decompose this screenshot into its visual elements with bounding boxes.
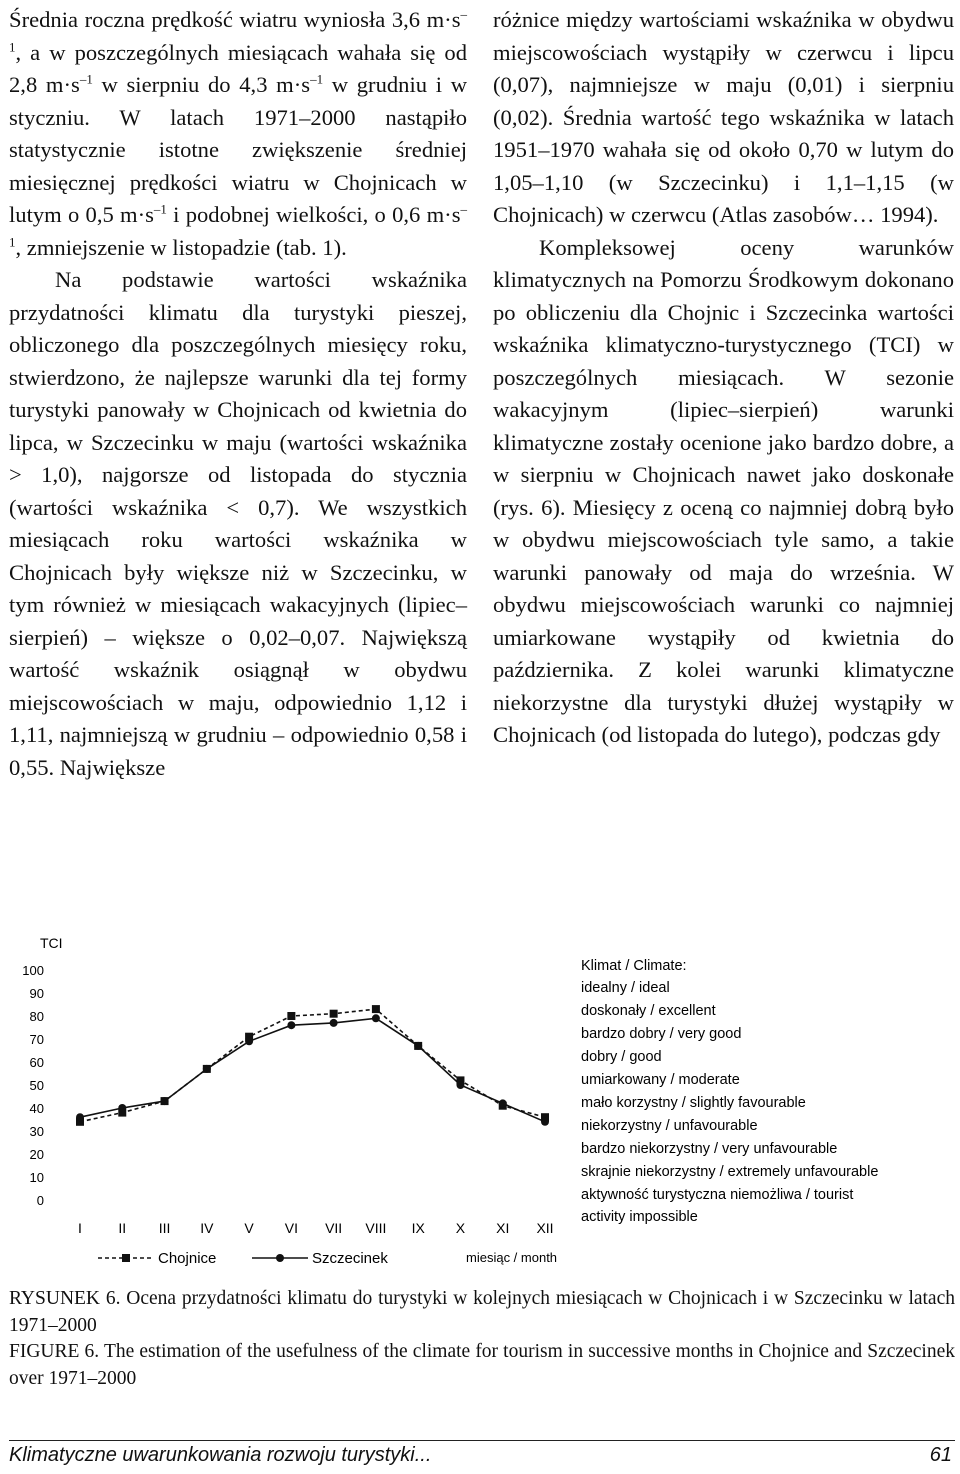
x-tick-label: XI <box>496 1220 510 1236</box>
y-axis-title: TCI <box>40 935 63 951</box>
legend-marker-chojnice <box>122 1254 130 1262</box>
y-tick-label: 40 <box>29 1101 44 1116</box>
data-point-szczecinek <box>372 1014 380 1022</box>
figure-caption <box>9 1286 955 1392</box>
data-point-chojnice <box>330 1010 338 1018</box>
chart-axes <box>22 935 557 1265</box>
y-tick-label: 70 <box>29 1032 44 1047</box>
caption-polish: RYSUNEK 6. Ocena przydatności klimatu do turystyki w kolejnych miesiącach w Chojnicach i w Szczecinku w latach 1971–2000 <box>9 1288 955 1336</box>
climate-scale-item: idealny / ideal <box>581 980 670 996</box>
data-point-szczecinek <box>330 1019 338 1027</box>
climate-scale-item: skrajnie niekorzystny / extremely unfavourable <box>581 1164 879 1180</box>
chart-series-layer <box>76 1005 549 1126</box>
x-tick-label: III <box>158 1220 171 1236</box>
text-column-left <box>9 4 467 784</box>
data-point-szczecinek <box>76 1113 84 1121</box>
x-tick-label: IX <box>411 1220 425 1236</box>
data-point-szczecinek <box>118 1104 126 1112</box>
y-tick-label: 60 <box>29 1055 44 1070</box>
paragraph-hiking-index: Na podstawie wartości wskaźnika przydatności klimatu dla turystyki pieszej, obliczonego dla poszczególnych miesięcy roku, stwierdzono, że najlepsze warunki dla tej formy turystyki panowały w Chojnicach od kwietnia do lipca, w Szczecinku w maju (wartości wskaźnika > 1,0), najgorsze od listopada do stycznia (wartości wskaźnika < 0,7). We wszystkich miesiącach roku wartości wskaźnika w Chojnicach były większe niż w Szczecinku, w tym również w miesiącach wakacyjnych (lipiec–sierpień) – większe o 0,02–0,07. Największą wartość wskaźnik osiągnął w obydwu miejscowościach w maju, odpowiednio 1,12 i 1,11, najmniejszą w grudniu – odpowiednio 0,58 i 0,55. Największe <box>9 267 467 780</box>
caption-english: FIGURE 6. The estimation of the usefulness of the climate for tourism in successive months in Chojnice and Szczecinek over 1971–2000 <box>9 1341 955 1389</box>
climate-scale-item: doskonały / excellent <box>581 1003 716 1019</box>
tci-chart <box>0 930 960 1275</box>
data-point-szczecinek <box>541 1118 549 1126</box>
climate-scale-item: niekorzystny / unfavourable <box>581 1118 758 1134</box>
chart-legend <box>98 1250 388 1267</box>
x-axis-title: miesiąc / month <box>466 1250 558 1265</box>
x-tick-label: VIII <box>365 1220 387 1236</box>
x-tick-label: XII <box>536 1220 554 1236</box>
legend-marker-szczecinek <box>276 1254 284 1262</box>
footer-divider <box>9 1440 955 1441</box>
legend-label-chojnice: Chojnice <box>158 1250 217 1267</box>
climate-scale-item: bardzo niekorzystny / very unfavourable <box>581 1141 838 1157</box>
climate-scale-item: aktywność turystyczna niemożliwa / tourist activity impossible <box>581 1187 854 1225</box>
data-point-szczecinek <box>245 1037 253 1045</box>
x-tick-label: IV <box>200 1220 214 1236</box>
y-tick-label: 50 <box>29 1078 44 1093</box>
y-tick-label: 80 <box>29 1009 44 1024</box>
climate-scale-item: dobry / good <box>581 1049 662 1065</box>
x-tick-label: I <box>78 1220 82 1236</box>
data-point-szczecinek <box>499 1099 507 1107</box>
data-point-chojnice <box>287 1012 295 1020</box>
running-footer-title: Klimatyczne uwarunkowania rozwoju turystyki... <box>9 1444 432 1466</box>
x-tick-label: V <box>244 1220 254 1236</box>
legend-label-szczecinek: Szczecinek <box>312 1250 388 1267</box>
paragraph-wind: Średnia roczna prędkość wiatru wyniosła 3,6 $m\cdot s^{-1}$, a w poszczególnych miesiącach wahała się od 2,8 $m\cdot s^{-1}$ w sierpniu do 4,3 $m\cdot s^{-1}$ w grudniu i w styczniu. W latach 1971–2000 nastąpiło statystycznie istotne zwiększenie średniej miesięcznej prędkości wiatru w Chojnicach w lutym o 0,5 $m\cdot s^{-1}$ i podobnej wielkości, o 0,6 $m\cdot s^{-1}$, zmniejszenie w listopadzie (tab. 1). <box>9 6 468 260</box>
climate-scale-item: umiarkowany / moderate <box>581 1072 740 1088</box>
paragraph-tci-assessment: Kompleksowej oceny warunków klimatycznych na Pomorzu Środkowym dokonano po obliczeniu dla Chojnic i Szczecinka wartości wskaźnika klimatyczno-turystycznego (TCI) w poszczególnych miesiącach. W sezonie wakacyjnym (lipiec–sierpień) warunki klimatyczne zostały ocenione jako bardzo dobre, a w sierpniu w Chojnicach nawet jako doskonałe (rys. 6). Miesięcy z oceną co najmniej dobrą było w obydwu miejscowościach tyle samo, a takie warunki panowały od maja do września. W obydwu miejscowościach warunki co najmniej umiarkowane wystąpiły od kwietnia do października. Z kolei warunki klimatyczne niekorzystne dla turystyki dłużej wystąpiły w Chojnicach (od listopada do lutego), podczas gdy <box>493 234 954 747</box>
y-tick-label: 20 <box>29 1147 44 1162</box>
data-point-chojnice <box>372 1005 380 1013</box>
y-tick-label: 100 <box>22 963 44 978</box>
text-column-right <box>493 4 954 752</box>
climate-scale-item: mało korzystny / slightly favourable <box>581 1095 806 1111</box>
page-number: 61 <box>929 1444 952 1466</box>
climate-scale-title: Klimat / Climate: <box>581 958 687 974</box>
climate-scale <box>581 958 878 1225</box>
climate-scale-item: bardzo dobry / very good <box>581 1026 742 1042</box>
data-point-szczecinek <box>161 1097 169 1105</box>
x-tick-label: X <box>455 1220 466 1236</box>
y-tick-label: 90 <box>29 986 44 1001</box>
x-tick-label: II <box>118 1220 127 1236</box>
data-point-szczecinek <box>287 1021 295 1029</box>
x-tick-label: VII <box>325 1220 343 1236</box>
data-point-szczecinek <box>456 1081 464 1089</box>
series-line-chojnice <box>80 1009 545 1122</box>
y-tick-label: 0 <box>36 1193 44 1208</box>
paragraph-index-differences: różnice między wartościami wskaźnika w obydwu miejscowościach wystąpiły w czerwcu i lipcu (0,07), najmniejsze w maju (0,01) i sierpniu (0,02). Średnia wartość tego wskaźnika w latach 1951–1970 wahała się od około 0,70 w lutym do 1,05–1,10 (w Szczecinku) i 1,1–1,15 (w Chojnicach) w czerwcu (Atlas zasobów… 1994). <box>493 7 954 227</box>
x-tick-label: VI <box>284 1220 298 1236</box>
data-point-szczecinek <box>414 1042 422 1050</box>
y-tick-label: 10 <box>29 1170 44 1185</box>
data-point-szczecinek <box>203 1065 211 1073</box>
y-tick-label: 30 <box>29 1124 44 1139</box>
series-line-szczecinek <box>80 1018 545 1122</box>
